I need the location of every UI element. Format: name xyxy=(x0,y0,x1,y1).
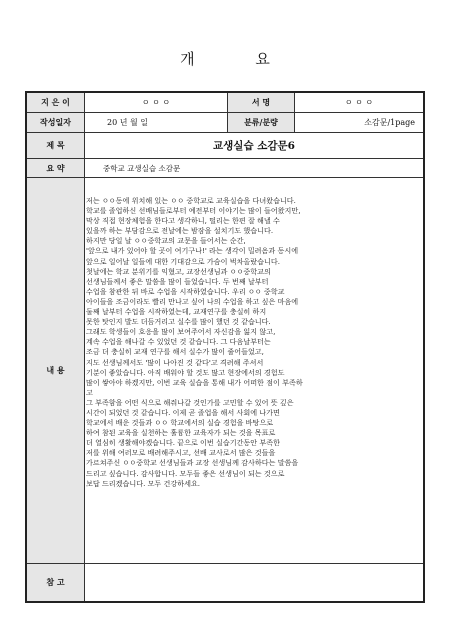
reference-row xyxy=(27,564,423,601)
content-line: 더 열심히 생활해야겠습니다. 끝으로 이번 실습기간동안 부족한 xyxy=(86,438,280,448)
content-line: 많이 쌓아야 하겠지만, 이번 교육 실습을 통해 내가 어떠한 점이 부족하 xyxy=(86,377,303,387)
date-label: 작성일자 xyxy=(27,113,85,132)
content-line: 저를 위해 여러모로 배려해주시고, 선배 교사로서 많은 것들을 xyxy=(86,448,276,458)
content-line: 기분이 좋았습니다. 아직 배워야 할 것도 많고 현장에서의 경험도 xyxy=(86,367,285,377)
content-line: '앞으로 내가 있어야 할 곳이 여기구나!' 라는 생각이 밀려옴과 동시에 xyxy=(86,246,299,256)
content-line: 학교를 졸업하신 선배님들로부터 예전부터 이야기는 많이 들어왔지만, xyxy=(86,206,301,216)
content-line: 시간이 되었던 것 같습니다. 이제 곧 졸업을 해서 사회에 나가면 xyxy=(86,407,280,417)
content-line: 보답 드리겠습니다. 모두 건강하세요. xyxy=(86,478,201,488)
reference-value xyxy=(85,564,423,601)
content-line: 하지만 당일 날 ㅇㅇ중학교의 교문을 들어서는 순간, xyxy=(86,236,246,246)
content-line: 저는 ㅇㅇ동에 위치해 있는 ㅇㅇ 중학교로 교육실습을 다녀왔습니다. xyxy=(86,196,296,205)
content-line: 계속 수업을 해나갈 수 있었던 것 같습니다. 그 다음날부터는 xyxy=(86,337,271,347)
subject-value: 교생실습 소감문6 xyxy=(213,140,295,152)
content-line: 조금 더 충실히 교재 연구를 해서 실수가 많이 줄어들었고, xyxy=(86,347,264,357)
content-line: 수업을 참관한 뒤 바로 수업을 시작하였습니다. 우리 ㅇㅇ 중학교 xyxy=(86,286,285,296)
content-line: 그래도 학생들이 호응을 많이 보여주어서 자신감을 잃지 않고, xyxy=(86,327,276,337)
content-body xyxy=(86,196,386,489)
content-line: 못한 탓인지 발도 더듬거리고 실수를 많이 했던 것 같습니다. xyxy=(86,317,271,327)
page-title: 개 요 xyxy=(180,50,298,68)
signature-label: 서 명 xyxy=(227,93,295,112)
content-line: 고 xyxy=(86,387,93,397)
subject-label: 제 목 xyxy=(27,133,85,158)
content-line: 아이들을 조금이라도 빨리 만나고 싶어 나의 수업을 하고 싶은 마음에 xyxy=(86,296,299,306)
subject-row xyxy=(27,133,423,159)
date-row xyxy=(27,113,423,133)
content-line: 있을까 하는 부담감으로 전날에는 밤잠을 설치기도 했습니다. xyxy=(86,226,274,236)
reference-label: 참 고 xyxy=(27,564,85,601)
author-value: ㅇ ㅇ ㅇ xyxy=(141,98,171,107)
content-line: 첫날에는 학교 분위기를 익혔고, 교장선생님과 ㅇㅇ중학교의 xyxy=(86,266,271,276)
content-line: 하여 참된 교육을 실천하는 훌륭한 교육자가 되는 것을 목표로 xyxy=(86,428,276,438)
signature-value: ㅇ ㅇ ㅇ xyxy=(344,98,374,107)
author-row xyxy=(27,93,423,113)
summary-value: 중학교 교생실습 소감문 xyxy=(103,163,181,173)
summary-label: 요 약 xyxy=(27,159,85,177)
content-line: 그 부족함을 어떤 식으로 해줘나갈 것인가를 고민할 수 있어 뜻 깊은 xyxy=(86,397,294,407)
content-line: 선생님들께서 좋은 말씀을 많이 들었습니다. 두 번째 날부터 xyxy=(86,276,269,286)
content-line: 앞으로 일어날 일들에 대한 기대감으로 가슴이 벅차올랐습니다. xyxy=(86,256,280,266)
content-line: 둘째 날부터 수업을 시작하였는데, 교재연구를 충실히 하지 xyxy=(86,307,267,317)
category-value: 소감문/1page xyxy=(364,118,415,127)
content-line: 학교에서 배운 것들과 ㅇㅇ 학교에서의 실습 경험을 바탕으로 xyxy=(86,418,274,428)
category-label: 분류/분량 xyxy=(227,113,295,132)
content-line: 드리고 싶습니다. 감사합니다. 모두들 좋은 선생님이 되는 것으로 xyxy=(86,468,285,478)
content-label: 내 용 xyxy=(27,178,85,563)
content-line: 막상 직접 현장체험을 한다고 생각하니, 떨리는 한편 잘 해낼 수 xyxy=(86,216,280,226)
summary-row xyxy=(27,159,423,178)
content-line: 가르쳐주신 ㅇㅇ중학교 선생님들과 교장 선생님께 감사하다는 말씀을 xyxy=(86,458,299,468)
date-value: 20 년 월 일 xyxy=(107,118,148,127)
author-label: 지 은 이 xyxy=(27,93,85,112)
content-line: 지도 선생님께서도 '많이 나아진 것 같다'고 격려해 주셔서 xyxy=(86,357,264,367)
